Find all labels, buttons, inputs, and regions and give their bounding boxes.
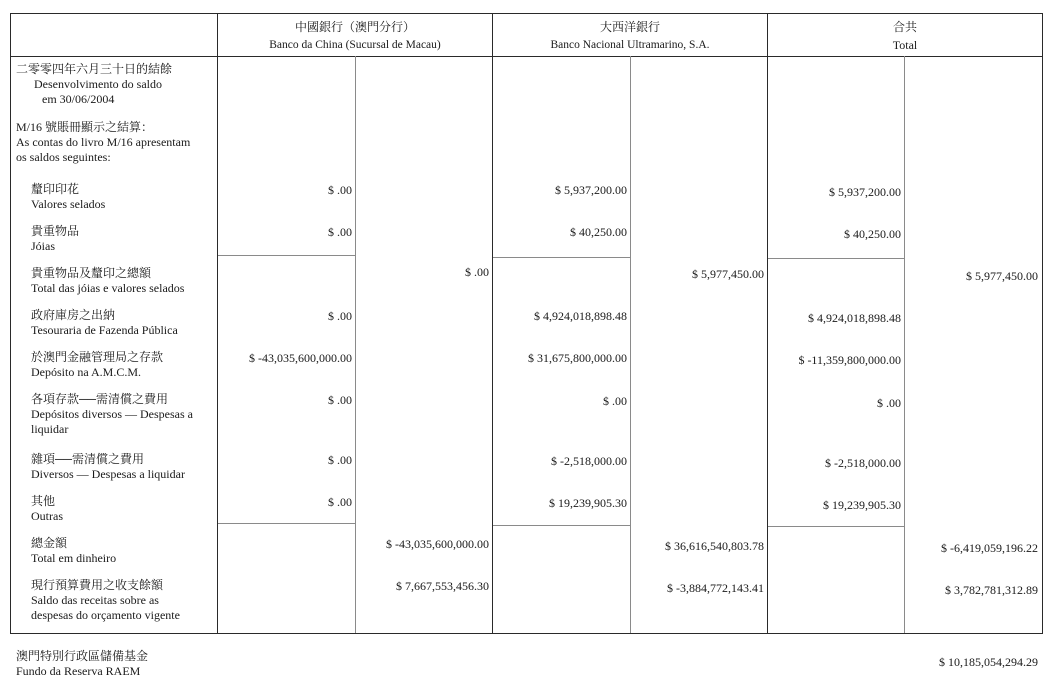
depositos-diversos-total: $ .00 — [877, 396, 901, 410]
total-dinheiro-bank1: $ -43,035,600,000.00 — [386, 537, 489, 551]
depositos-diversos-bank2: $ .00 — [603, 394, 627, 408]
depositos-diversos-bank1: $ .00 — [328, 393, 352, 407]
valores-bank2: $ 5,937,200.00 — [555, 183, 627, 197]
outras-total: $ 19,239,905.30 — [823, 498, 901, 512]
total-dinheiro-label: 總金額 Total em dinheiro — [31, 536, 117, 565]
bank1-name-pt: Banco da China (Sucursal de Macau) — [269, 39, 441, 51]
bank2-name-pt: Banco Nacional Ultramarino, S.A. — [550, 39, 710, 51]
valores-total: $ 5,937,200.00 — [829, 185, 901, 199]
depositos-diversos-label: 各項存款──需清償之費用 Depósitos diversos — Despesas a liquidar — [31, 392, 193, 436]
outras-label: 其他 Outras — [31, 494, 63, 523]
reserve-fund-value: $ 10,185,054,294.29 — [939, 655, 1038, 669]
total-header-zh: 合共 — [892, 20, 917, 34]
bank2-name-zh: 大西洋銀行 — [599, 20, 660, 34]
reserve-fund-label: 澳門特別行政區儲備基金 Fundo da Reserva RAEM — [16, 649, 149, 678]
m16-label: M/16 號賬冊顯示之結算： As contas do livro M/16 apresentam os saldos seguintes: — [16, 120, 191, 164]
outras-bank1: $ .00 — [328, 495, 352, 509]
diversos-bank1: $ .00 — [328, 453, 352, 467]
deposito-total: $ -11,359,800,000.00 — [798, 353, 901, 367]
saldo-total: $ 3,782,781,312.89 — [945, 583, 1038, 597]
valores-bank1: $ .00 — [328, 183, 352, 197]
deposito-bank1: $ -43,035,600,000.00 — [249, 351, 352, 365]
total-dinheiro-total: $ -6,419,059,196.22 — [941, 541, 1038, 555]
deposito-bank2: $ 31,675,800,000.00 — [528, 351, 627, 365]
diversos-bank2: $ -2,518,000.00 — [551, 454, 627, 468]
outras-bank2: $ 19,239,905.30 — [549, 496, 627, 510]
joias-bank1: $ .00 — [328, 225, 352, 239]
bank1-name-zh: 中國銀行（澳門分行） — [294, 20, 415, 34]
tesouraria-bank2: $ 4,924,018,898.48 — [534, 309, 627, 323]
valores-label: 釐印印花 Valores selados — [31, 182, 106, 211]
saldo-label: 現行預算費用之收支餘額 Saldo das receitas sobre as despesas do orçamento vigente — [31, 578, 180, 622]
joias-total: $ 40,250.00 — [844, 227, 901, 241]
joias-bank2: $ 40,250.00 — [570, 225, 627, 239]
tesouraria-label: 政府庫房之出納 Tesouraria de Fazenda Pública — [31, 308, 178, 337]
diversos-label: 雜項──需清償之費用 Diversos — Despesas a liquidar — [31, 452, 185, 481]
total-joias-label: 貴重物品及釐印之總額 Total das jóias e valores selados — [31, 266, 185, 295]
saldo-bank2: $ -3,884,772,143.41 — [667, 581, 764, 595]
saldo-bank1: $ 7,667,553,456.30 — [396, 579, 489, 593]
diversos-total: $ -2,518,000.00 — [825, 456, 901, 470]
deposito-label: 於澳門金融管理局之存款 Depósito na A.M.C.M. — [31, 350, 164, 379]
total-joias-bank1: $ .00 — [465, 265, 489, 279]
tesouraria-bank1: $ .00 — [328, 309, 352, 323]
total-dinheiro-bank2: $ 36,616,540,803.78 — [665, 539, 764, 553]
total-joias-total: $ 5,977,450.00 — [966, 269, 1038, 283]
total-header-pt: Total — [892, 38, 918, 52]
tesouraria-total: $ 4,924,018,898.48 — [808, 311, 901, 325]
joias-label: 貴重物品 Jóias — [31, 224, 80, 253]
total-joias-bank2: $ 5,977,450.00 — [692, 267, 764, 281]
balance-title-label: 二零零四年六月三十日的結餘 Desenvolvimento do saldo em 30/06/2004 — [16, 62, 173, 106]
